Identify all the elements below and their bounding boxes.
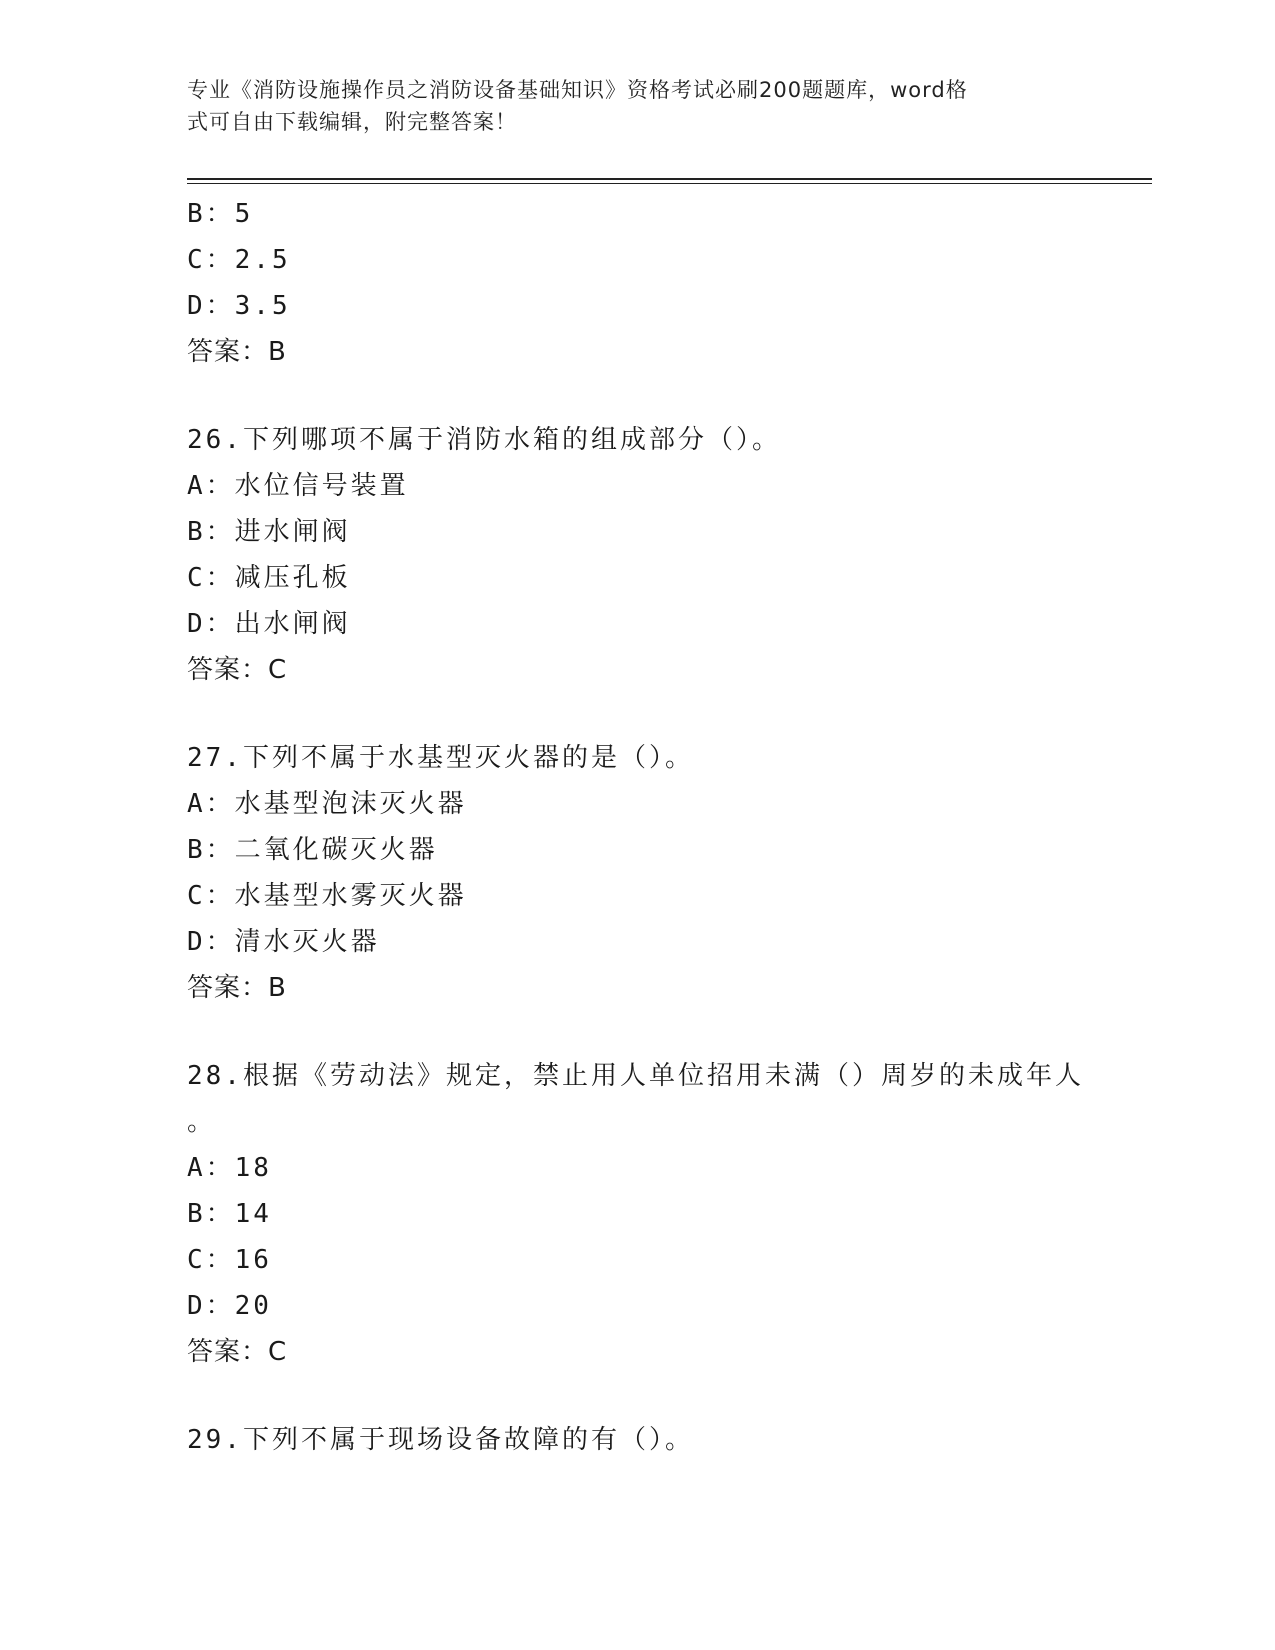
option-a: A：水基型泡沫灭火器	[187, 789, 467, 819]
question-29	[187, 1417, 1087, 1463]
option-d: D：20	[187, 1291, 272, 1321]
question-stem-line-2: 。	[187, 1107, 217, 1137]
option-a: A：18	[187, 1153, 272, 1183]
option-c: C：减压孔板	[187, 563, 351, 593]
question-stem: 26.下列哪项不属于消防水箱的组成部分（）。	[187, 425, 781, 455]
answer-line: 答案：B	[187, 337, 287, 367]
option-d: D：3.5	[187, 291, 291, 321]
option-c: C：水基型水雾灭火器	[187, 881, 467, 911]
question-25-tail	[187, 191, 1087, 375]
answer-line: 答案：C	[187, 655, 288, 685]
question-27	[187, 735, 1087, 1011]
option-b: B：14	[187, 1199, 272, 1229]
header-divider-thick	[187, 178, 1152, 180]
option-d: D：清水灭火器	[187, 927, 380, 957]
option-c: C：2.5	[187, 245, 291, 275]
answer-line: 答案：C	[187, 1337, 288, 1367]
question-26	[187, 417, 1087, 693]
question-28	[187, 1053, 1087, 1375]
question-stem: 29.下列不属于现场设备故障的有（）。	[187, 1425, 694, 1455]
option-b: B：二氧化碳灭火器	[187, 835, 438, 865]
header-line-2: 式可自由下载编辑，附完整答案！	[187, 110, 517, 134]
option-b: B：进水闸阀	[187, 517, 351, 547]
option-d: D：出水闸阀	[187, 609, 351, 639]
document-header	[187, 74, 1067, 138]
header-line-1: 专业《消防设施操作员之消防设备基础知识》资格考试必刷200题题库，word格	[187, 78, 968, 102]
question-stem: 27.下列不属于水基型灭火器的是（）。	[187, 743, 694, 773]
question-stem-line-1: 28.根据《劳动法》规定，禁止用人单位招用未满（）周岁的未成年人	[187, 1061, 1084, 1091]
option-a: A：水位信号装置	[187, 471, 409, 501]
answer-line: 答案：B	[187, 973, 287, 1003]
header-divider-thin	[187, 183, 1152, 184]
question-list	[187, 191, 1087, 1463]
option-c: C：16	[187, 1245, 272, 1275]
option-b: B：5	[187, 199, 254, 229]
